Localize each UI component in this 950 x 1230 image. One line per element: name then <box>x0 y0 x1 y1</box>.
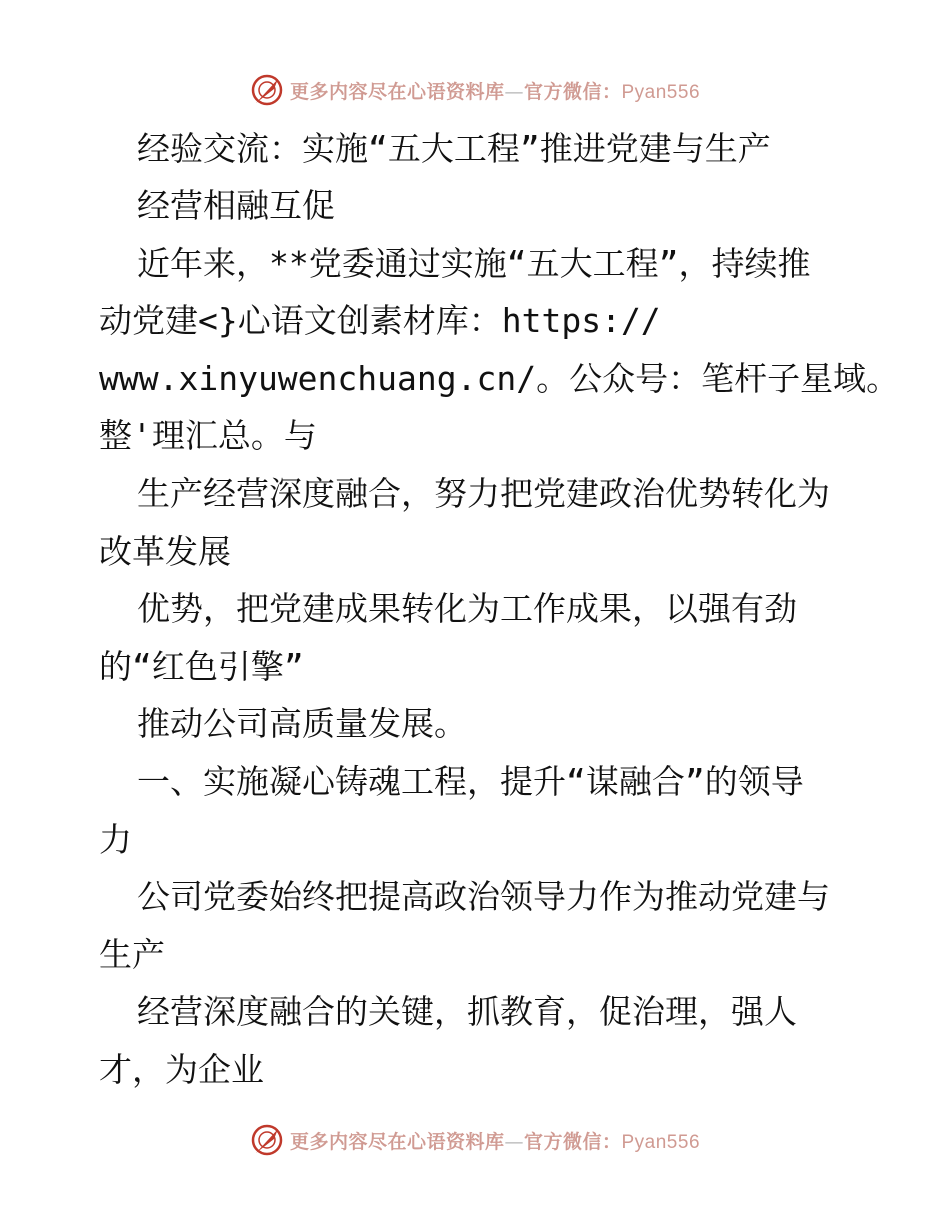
text-line: 生产 <box>99 935 165 974</box>
text-line-title-1: 经验交流：实施“五大工程”推进党建与生产 <box>137 129 771 168</box>
text-line: 改革发展 <box>99 532 231 571</box>
header-banner <box>0 72 950 108</box>
header-text: 更多内容尽在心语资料库—官方微信：Pyan556 <box>289 80 701 103</box>
text-line: 生产经营深度融合，努力把党建政治优势转化为 <box>137 474 830 513</box>
footer-text: 更多内容尽在心语资料库—官方微信：Pyan556 <box>289 1130 701 1153</box>
text-line-title-2: 经营相融互促 <box>137 186 335 225</box>
text-line: 推动公司高质量发展。 <box>137 704 467 743</box>
quill-logo-icon <box>250 73 284 107</box>
text-line: 经营深度融合的关键，抓教育，促治理，强人 <box>137 992 797 1031</box>
text-line: 优势，把党建成果转化为工作成果，以强有劲 <box>137 589 797 628</box>
text-line: 动党建<}心语文创素材库：https:// <box>99 301 661 340</box>
section-heading-line-2: 力 <box>99 820 132 859</box>
section-heading-line-1: 一、实施凝心铸魂工程，提升“谋融合”的领导 <box>137 762 804 801</box>
text-line: 公司党委始终把提高政治领导力作为推动党建与 <box>137 877 830 916</box>
text-line: 才，为企业 <box>99 1050 264 1089</box>
text-line: www.xinyuwenchuang.cn/。公众号：笔杆子星域。 <box>99 359 900 398</box>
text-line: 近年来，**党委通过实施“五大工程”，持续推 <box>137 244 811 283</box>
quill-logo-icon <box>250 1123 284 1157</box>
text-line: 整'理汇总。与 <box>99 416 317 455</box>
footer-banner <box>0 1122 950 1158</box>
text-line: 的“红色引擎” <box>99 647 304 686</box>
